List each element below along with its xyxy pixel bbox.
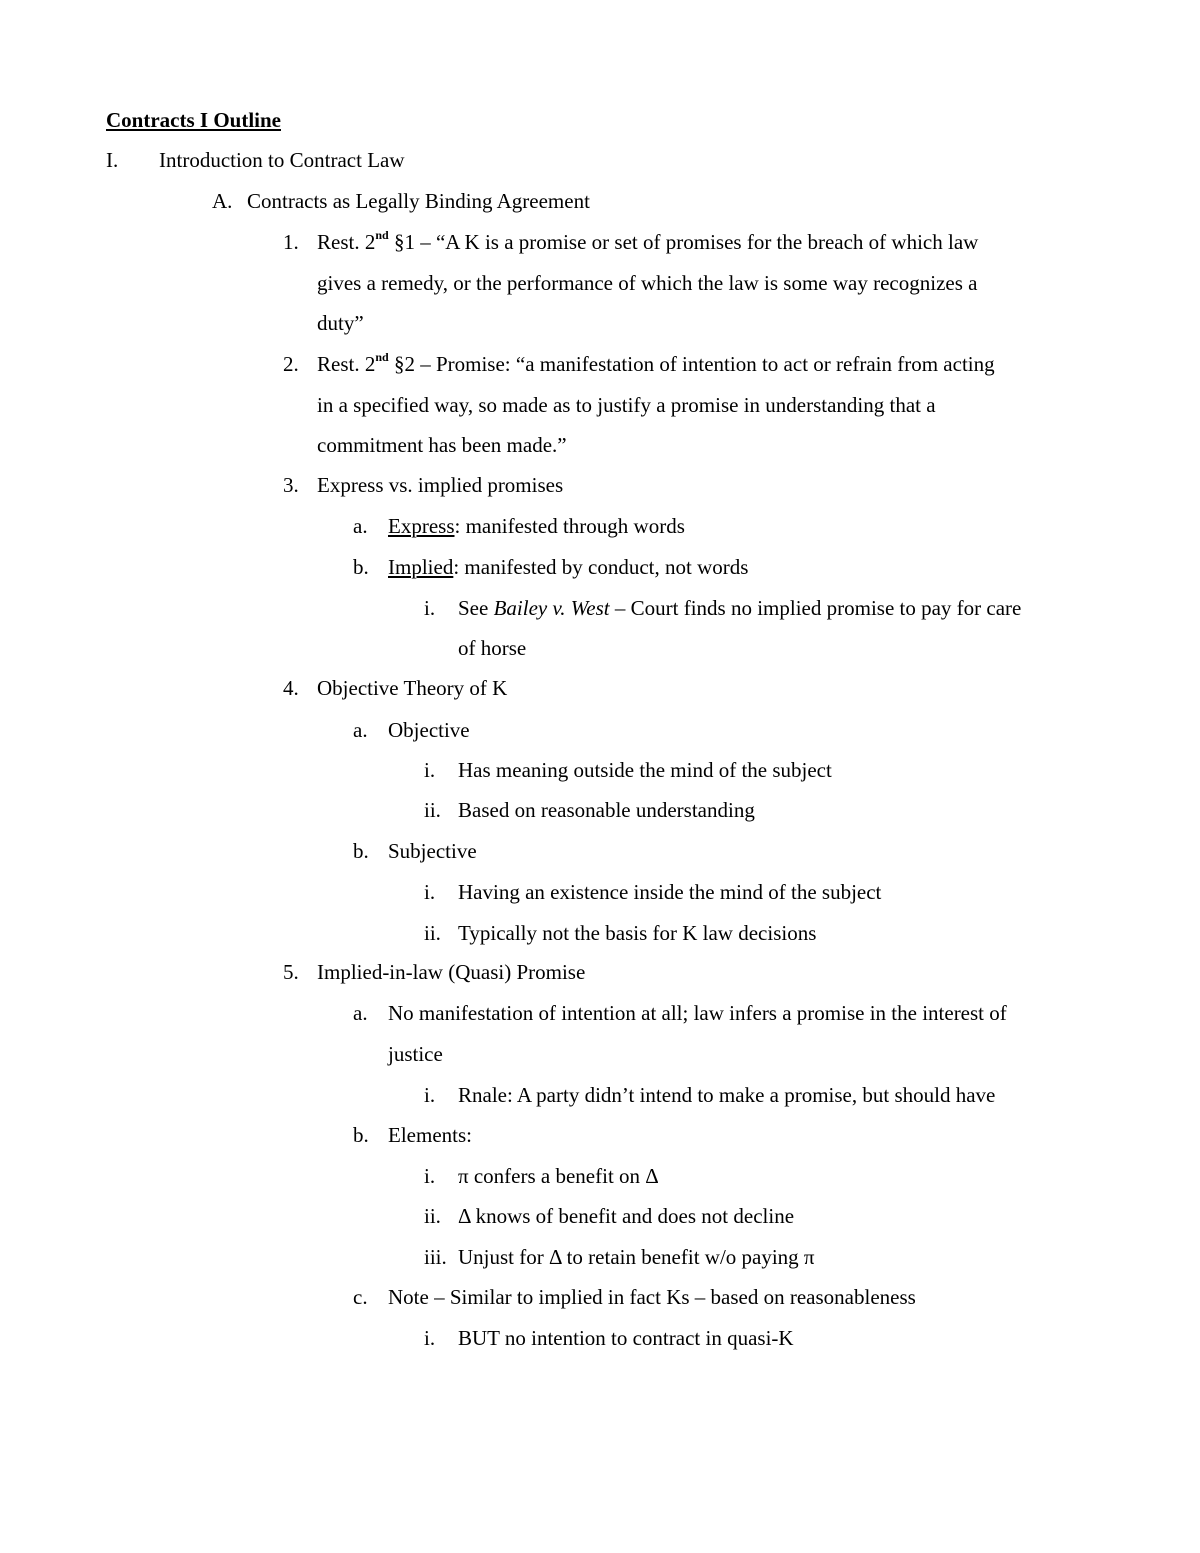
outline-text: of horse [458, 636, 527, 660]
outline-marker: a. [353, 514, 368, 538]
outline-text: See Bailey v. West – Court finds no implied promise to pay for care [458, 596, 1022, 620]
outline-marker: ii. [424, 921, 441, 945]
outline-text: Express vs. implied promises [317, 473, 564, 497]
outline-text: Note – Similar to implied in fact Ks – based on reasonableness [388, 1285, 916, 1309]
outline-text: duty” [317, 311, 364, 335]
outline-marker: i. [424, 1083, 436, 1107]
outline-text: Unjust for Δ to retain benefit w/o paying π [458, 1245, 815, 1269]
outline-marker: A. [212, 189, 233, 213]
outline-text: Subjective [388, 839, 477, 863]
document-title: Contracts I Outline [106, 108, 281, 132]
outline-text: gives a remedy, or the performance of which the law is some way recognizes a [317, 271, 978, 295]
outline-text: Objective [388, 718, 470, 742]
outline-marker: i. [424, 880, 436, 904]
outline-text: Rest. 2nd §1 – “A K is a promise or set of promises for the breach of which law [317, 228, 979, 254]
outline-marker: 1. [283, 230, 299, 254]
outline-text: Based on reasonable understanding [458, 798, 755, 822]
outline-marker: i. [424, 1326, 436, 1350]
outline-text: commitment has been made.” [317, 433, 567, 457]
outline-text: Express: manifested through words [388, 514, 685, 538]
outline-marker: ii. [424, 1204, 441, 1228]
outline-marker: 4. [283, 676, 299, 700]
outline-text: Implied-in-law (Quasi) Promise [317, 960, 586, 984]
outline-text: Objective Theory of K [317, 676, 508, 700]
outline-text: Has meaning outside the mind of the subject [458, 758, 832, 782]
outline-marker: i. [424, 596, 436, 620]
outline-text: Introduction to Contract Law [159, 148, 405, 172]
outline-text: Δ knows of benefit and does not decline [458, 1204, 795, 1228]
outline-marker: i. [424, 758, 436, 782]
outline-text: BUT no intention to contract in quasi-K [458, 1326, 794, 1350]
outline-marker: a. [353, 1001, 368, 1025]
outline-marker: 5. [283, 960, 299, 984]
outline-marker: ii. [424, 798, 441, 822]
outline-text: Implied: manifested by conduct, not words [388, 555, 749, 579]
outline-text: justice [388, 1042, 443, 1066]
outline-marker: 3. [283, 473, 299, 497]
outline-text: Having an existence inside the mind of the subject [458, 880, 882, 904]
outline-marker: I. [106, 148, 119, 172]
outline-marker: b. [353, 1123, 369, 1147]
outline-marker: iii. [424, 1245, 447, 1269]
outline-text: π confers a benefit on Δ [458, 1164, 659, 1188]
outline-text: Typically not the basis for K law decisions [458, 921, 817, 945]
outline-marker: a. [353, 718, 368, 742]
outline-marker: i. [424, 1164, 436, 1188]
outline-marker: b. [353, 555, 369, 579]
outline-marker: 2. [283, 352, 299, 376]
outline-text: in a specified way, so made as to justify a promise in understanding that a [317, 393, 936, 417]
outline-marker: b. [353, 839, 369, 863]
outline-text: No manifestation of intention at all; law infers a promise in the interest of [388, 1001, 1007, 1025]
outline-text: Contracts as Legally Binding Agreement [247, 189, 590, 213]
outline-text: Rnale: A party didn’t intend to make a promise, but should have [458, 1083, 996, 1107]
outline-text: Rest. 2nd §2 – Promise: “a manifestation of intention to act or refrain from acting [317, 350, 995, 376]
outline-text: Elements: [388, 1123, 472, 1147]
outline-marker: c. [353, 1285, 368, 1309]
